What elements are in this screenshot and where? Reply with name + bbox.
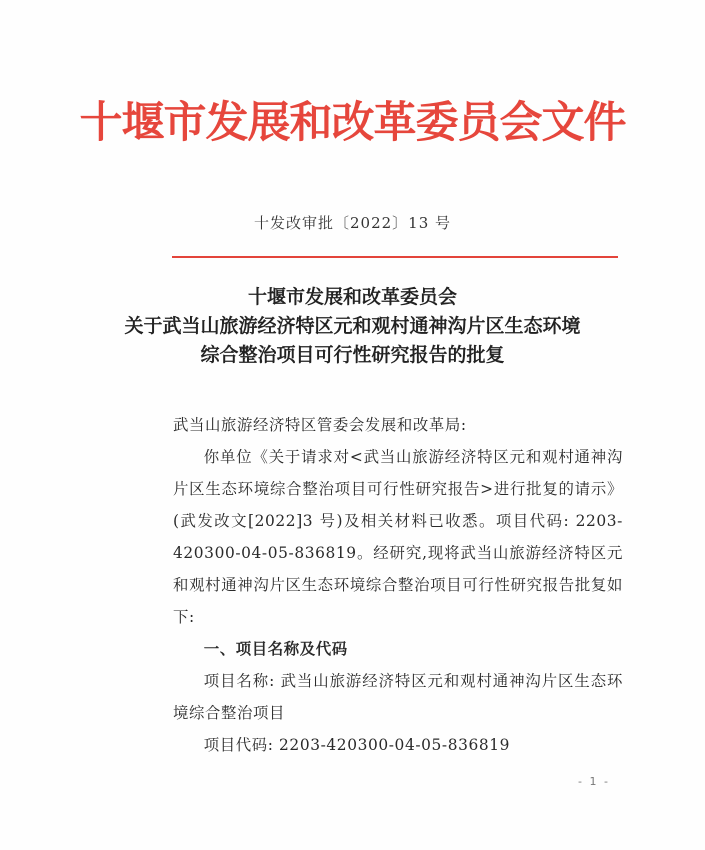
- section-heading: 一、项目名称及代码: [203, 640, 348, 658]
- page-number: - 1 -: [578, 775, 610, 788]
- document-body: [173, 409, 623, 761]
- title-line-3: 综合整治项目可行性研究报告的批复: [200, 344, 505, 366]
- project-code-line: 项目代码: 2203-420300-04-05-836819: [203, 736, 511, 754]
- red-separator-rule: [172, 256, 618, 258]
- addressee: 武当山旅游经济特区管委会发展和改革局:: [173, 416, 467, 434]
- project-name-line: 项目名称: 武当山旅游经济特区元和观村通神沟片区生态环境综合整治项目: [173, 672, 623, 722]
- title-line-1: 十堰市发展和改革委员会: [247, 286, 457, 308]
- document-title: [0, 283, 705, 370]
- document-number: 十发改审批〔2022〕13 号: [253, 214, 452, 232]
- agency-document-header: 十堰市发展和改革委员会文件: [79, 98, 626, 148]
- title-line-2: 关于武当山旅游经济特区元和观村通神沟片区生态环境: [124, 315, 581, 337]
- body-paragraph: 你单位《关于请求对<武当山旅游经济特区元和观村通神沟片区生态环境综合整治项目可行性研究报告>进行批复的请示》(武发改文[2022]3 号)及相关材料已收悉。项目代码: 2203-420300-04-05-836819。经研究,现将武当山旅游经济特区元和观村通神沟片区生态环境综合整治项目可行性研究报告批复如下:: [173, 448, 623, 626]
